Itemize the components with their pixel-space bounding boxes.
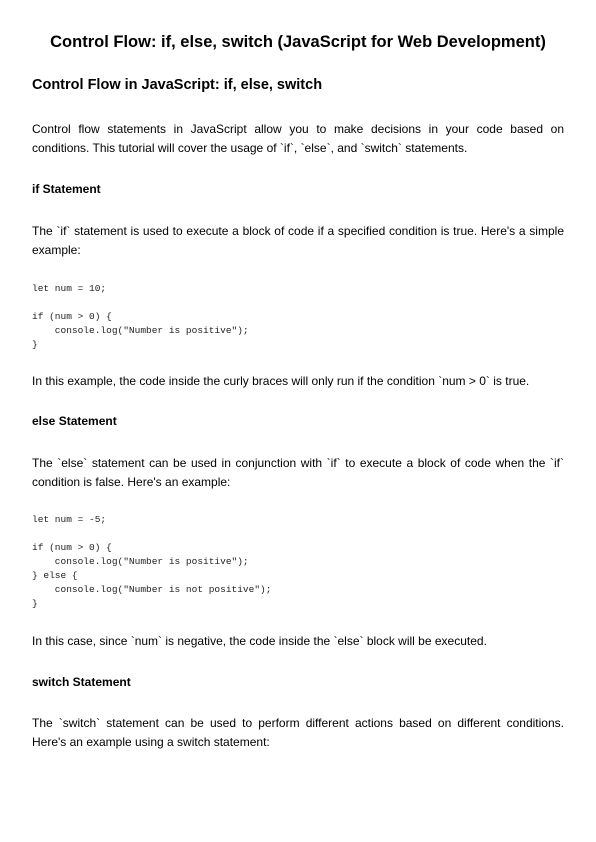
else-section-heading: else Statement: [32, 414, 117, 428]
else-code-block: let num = -5; if (num > 0) { console.log("Number is positive"); } else { console.log("Number is not positive"); }: [32, 514, 272, 609]
switch-section-text: The `switch` statement can be used to perform different actions based on different conditions. Here's an example using a switch statement:: [32, 716, 564, 749]
intro-paragraph: Control flow statements in JavaScript allow you to make decisions in your code based on conditions. This tutorial will cover the usage of `if`, `else`, and `switch` statements.: [32, 122, 564, 155]
if-code-block: let num = 10; if (num > 0) { console.log("Number is positive"); }: [32, 283, 249, 350]
if-section-after: In this example, the code inside the curly braces will only run if the condition `num > 0` is true.: [32, 374, 530, 388]
switch-section-heading: switch Statement: [32, 675, 131, 689]
else-section-after: In this case, since `num` is negative, the code inside the `else` block will be executed.: [32, 634, 487, 648]
else-section-text: The `else` statement can be used in conjunction with `if` to execute a block of code when the `if` condition is false. Here's an example:: [32, 456, 564, 489]
if-section-heading: if Statement: [32, 182, 101, 196]
document-title: Control Flow: if, else, switch (JavaScript for Web Development): [50, 33, 546, 51]
if-section-text: The `if` statement is used to execute a block of code if a specified condition is true. Here's a simple example:: [32, 224, 564, 257]
main-heading: Control Flow in JavaScript: if, else, switch: [32, 77, 323, 93]
